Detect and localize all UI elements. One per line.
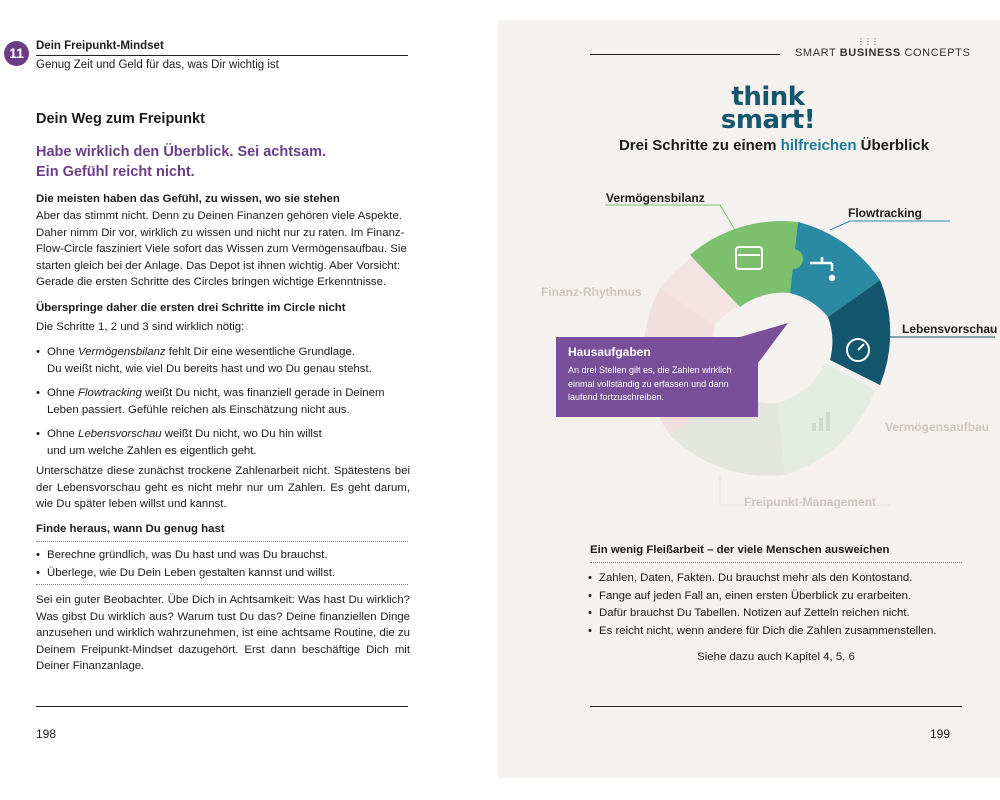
highlight-line-1: Habe wirklich den Überblick. Sei achtsam. [36,144,327,160]
subheading-2: Überspringe daher die ersten drei Schritte im Circle nicht [36,302,346,314]
chapter-number-badge: 11 [4,41,29,66]
list-item: • Überlege, wie Du Dein Leben gestalten kannst und willst. [36,565,410,582]
list-item: • Zahlen, Daten, Fakten. Du brauchst mehr als den Kontostand. [588,570,968,587]
list-item: • Ohne Flowtracking weißt Du nicht, was finanziell gerade in Deinem Leben passiert. Gefühle reichen als Einschätzung nicht aus. [36,385,410,418]
page-number: 199 [930,727,951,741]
enough-bullet-list [36,547,410,582]
header-rule [590,54,780,55]
emphasis-term: Lebensvorschau [78,428,162,440]
leader-line-vermoegensbilanz [605,205,735,230]
highlight-quote [36,142,326,182]
callout-title: Hausaufgaben [568,345,651,359]
list-item: • Dafür brauchst Du Tabellen. Notizen auf Zetteln reichen nicht. [588,605,968,622]
think-smart-logo: think smart! [720,82,816,135]
list-item: • Ohne Lebensvorschau weißt Du nicht, wo Du hin willst und um welche Zahlen es eigentlich geht. [36,426,410,459]
chapter-subtitle: Genug Zeit und Geld für das, was Dir wichtig ist [36,59,279,71]
subheading-1: Die meisten haben das Gefühl, zu wissen, wo sie stehen [36,193,340,205]
dotted-rule [36,584,408,585]
steps-bullet-list [36,344,410,467]
label-finanz-rhythmus: Finanz-Rhythmus [541,285,642,299]
dotted-rule [590,562,962,563]
leader-line-flowtracking [830,221,950,230]
section-title: Dein Weg zum Freipunkt [36,111,205,127]
tasks-bullet-list [588,570,968,640]
paragraph-1: Aber das stimmt nicht. Denn zu Deinen Finanzen gehören viele Aspekte. Daher nimm Dir vor, wirklich zu wissen und nicht nur zu raten. Im Finanz-Flow-Circle fasziniert Viele sofort das Wissen zum Vermögensaufbau. Sie starten gleich bei der Anlage. Das Depot ist ihnen wichtig. Aber Vorsicht: Gerade die ersten Schritte des Circles bringen wichtige Erkenntnisse. [36,210,407,288]
dotted-rule [36,541,408,542]
footer-rule [590,706,962,707]
brand-dots-icon: ⋮⋮⋮ [857,37,878,46]
footer-rule [36,706,408,707]
chapter-title: Dein Freipunkt-Mindset [36,40,164,52]
diagram-title: Drei Schritte zu einem hilfreichen Überblick [618,137,930,154]
see-also-reference: Siehe dazu auch Kapitel 4, 5, 6 [697,651,855,663]
label-freipunkt-management: Freipunkt-Management [744,495,877,509]
list-item: • Fange auf jeden Fall an, einen ersten Überblick zu erarbeiten. [588,588,968,605]
list-item: • Berechne gründlich, was Du hast und was Du brauchst. [36,547,410,564]
header-rule [36,55,408,56]
label-vermoegensaufbau: Vermögensaufbau [885,420,990,434]
list-item: • Es reicht nicht, wenn andere für Dich die Zahlen zusammenstellen. [588,623,968,640]
paragraph-4: Sei ein guter Beobachter. Übe Dich in Achtsamkeit: Was hast Du wirklich? Was gibst Du wirklich aus? Warum tust Du das? Deine finanziellen Dinge anzusehen und wirklich wahrzunehmen, ist eine achtsame Routine, die zu Deinem Freipunkt-Mindset dazugehört. Erst dann beschäftige Dich mit Deiner Finanzanlage. [36,594,410,672]
brand-logo: SMART BUSINESS CONCEPTS [795,47,971,59]
list-item: • Ohne Vermögensbilanz fehlt Dir eine wesentliche Grundlage. Du weißt nicht, wie viel Du bereits hast und wo Du genau stehst. [36,344,410,377]
emphasis-term: Vermögensbilanz [78,346,166,358]
tasks-heading: Ein wenig Fleißarbeit – der viele Menschen ausweichen [590,544,890,556]
label-flowtracking: Flowtracking [848,206,923,220]
paragraph-2: Die Schritte 1, 2 und 3 sind wirklich nötig: [36,321,245,333]
callout-text: An drei Stellen gilt es, die Zahlen wirklich einmal vollständig zu erfassen und dann laufend fortzuschreiben. [568,365,732,402]
page-number: 198 [36,727,57,741]
highlight-line-2: Ein Gefühl reicht nicht. [36,164,195,180]
emphasis-term: Flowtracking [78,387,142,399]
label-vermoegensbilanz: Vermögensbilanz [606,191,705,205]
subheading-3: Finde heraus, wann Du genug hast [36,523,225,535]
label-lebensvorschau: Lebensvorschau [902,322,998,336]
paragraph-3: Unterschätze diese zunächst trockene Zahlenarbeit nicht. Spätestens bei der Lebensvorschau geht es nicht mehr nur um Zahlen. Es geht darum, wie Du später leben willst und kannst. [36,465,410,510]
